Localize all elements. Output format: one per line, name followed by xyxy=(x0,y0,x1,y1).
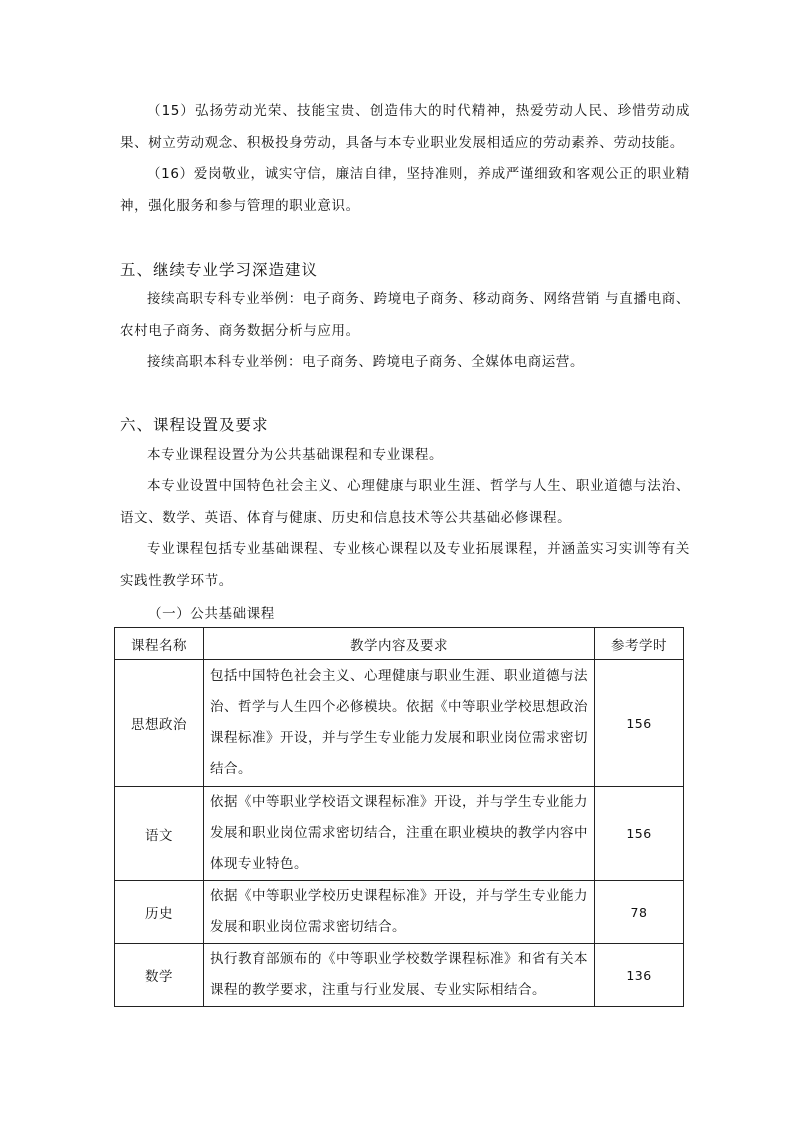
table-header-row xyxy=(115,628,684,660)
section-6-paragraph: 本专业课程设置分为公共基础课程和专业课程。 xyxy=(147,447,444,463)
section-5-paragraph: 接续高职专科专业举例：电子商务、跨境电子商务、移动商务、网络营销 与直播电商、农村电子商务、商务数据分析与应用。 xyxy=(120,291,690,339)
table-row xyxy=(115,660,684,787)
course-content: 执行教育部颁布的《中等职业学校数学课程标准》和省有关本课程的教学要求，注重与行业发展、专业实际相结合。 xyxy=(204,944,595,1007)
course-name: 语文 xyxy=(115,787,204,881)
section-5-title: 五、继续专业学习深造建议 xyxy=(120,261,319,279)
course-hours: 156 xyxy=(595,660,684,787)
table-row xyxy=(115,787,684,881)
table-row xyxy=(115,944,684,1007)
course-content: 依据《中等职业学校历史课程标准》开设，并与学生专业能力发展和职业岗位需求密切结合。 xyxy=(204,881,595,944)
subsection-title: （一）公共基础课程 xyxy=(148,606,275,622)
header-hours: 参考学时 xyxy=(595,628,684,660)
section-6-paragraph: 本专业设置中国特色社会主义、心理健康与职业生涯、哲学与人生、职业道德与法治、语文、数学、英语、体育与健康、历史和信息技术等公共基础必修课程。 xyxy=(120,478,690,526)
course-table xyxy=(114,627,684,1007)
course-hours: 156 xyxy=(595,787,684,881)
course-name: 历史 xyxy=(115,881,204,944)
course-name: 思想政治 xyxy=(115,660,204,787)
course-hours: 78 xyxy=(595,881,684,944)
section-6-title: 六、课程设置及要求 xyxy=(120,416,269,434)
header-course-name: 课程名称 xyxy=(115,628,204,660)
table-row xyxy=(115,881,684,944)
course-content: 包括中国特色社会主义、心理健康与职业生涯、职业道德与法治、哲学与人生四个必修模块。依据《中等职业学校思想政治课程标准》开设，并与学生专业能力发展和职业岗位需求密切结合。 xyxy=(204,660,595,787)
paragraph-15: （15）弘扬劳动光荣、技能宝贵、创造伟大的时代精神，热爱劳动人民、珍惜劳动成果、树立劳动观念、积极投身劳动，具备与本专业职业发展相适应的劳动素养、劳动技能。 xyxy=(120,103,690,151)
section-5-paragraph: 接续高职本科专业举例：电子商务、跨境电子商务、全媒体电商运营。 xyxy=(147,354,585,370)
course-name: 数学 xyxy=(115,944,204,1007)
section-6-paragraph: 专业课程包括专业基础课程、专业核心课程以及专业拓展课程，并涵盖实习实训等有关实践性教学环节。 xyxy=(120,541,690,589)
course-content: 依据《中等职业学校语文课程标准》开设，并与学生专业能力发展和职业岗位需求密切结合，注重在职业模块的教学内容中体现专业特色。 xyxy=(204,787,595,881)
header-content: 教学内容及要求 xyxy=(204,628,595,660)
course-hours: 136 xyxy=(595,944,684,1007)
paragraph-16: （16）爱岗敬业，诚实守信，廉洁自律，坚持准则，养成严谨细致和客观公正的职业精神，强化服务和参与管理的职业意识。 xyxy=(120,166,690,214)
